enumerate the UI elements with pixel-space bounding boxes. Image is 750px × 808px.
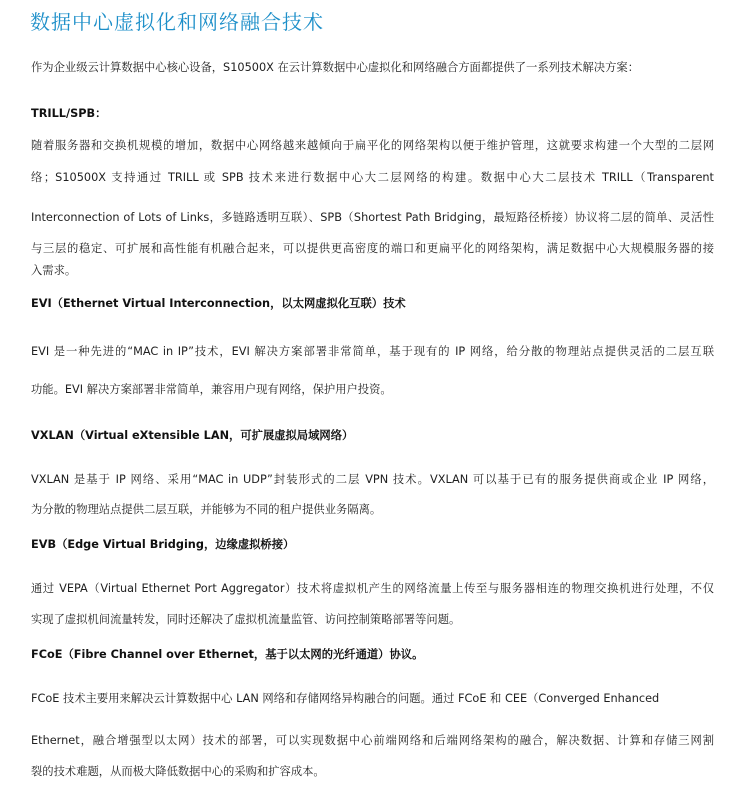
intro-paragraph: 作为企业级云计算数据中心核心设备，S10500X 在云计算数据中心虚拟化和网络融合方面都提供了一系列技术解决方案： (31, 61, 639, 74)
paragraph-line: 络；S10500X 支持通过 TRILL 或 SPB 技术来进行数据中心大二层网络的构建。数据中心大二层技术 TRILL（Transparent (31, 171, 714, 184)
section-heading-fcoe: FCoE（Fibre Channel over Ethernet，基于以太网的光纤通道）协议。 (31, 648, 424, 661)
section-heading-trill-spb: TRILL/SPB： (31, 107, 107, 120)
section-heading-evb: EVB（Edge Virtual Bridging，边缘虚拟桥接） (31, 538, 295, 551)
section-heading-vxlan: VXLAN（Virtual eXtensible LAN，可扩展虚拟局域网络） (31, 429, 354, 442)
paragraph-line: 为分散的物理站点提供二层互联，并能够为不同的租户提供业务隔离。 (31, 503, 382, 516)
paragraph-line: FCoE 技术主要用来解决云计算数据中心 LAN 网络和存储网络异构融合的问题。通过 FCoE 和 CEE（Converged Enhanced (31, 692, 660, 705)
paragraph-line: 入需求。 (31, 264, 77, 277)
page-title: 数据中心虚拟化和网络融合技术 (30, 10, 324, 34)
paragraph-line: 通过 VEPA（Virtual Ethernet Port Aggregator）技术将虚拟机产生的网络流量上传至与服务器相连的物理交换机进行处理，不仅 (31, 582, 714, 595)
paragraph-line: 与三层的稳定、可扩展和高性能有机融合起来，可以提供更高密度的端口和更扁平化的网络架构，满足数据中心大规模服务器的接 (31, 242, 714, 255)
paragraph-line: 随着服务器和交换机规模的增加，数据中心网络越来越倾向于扁平化的网络架构以便于维护管理，这就要求构建一个大型的二层网 (31, 139, 714, 152)
section-heading-evi: EVI（Ethernet Virtual Interconnection，以太网虚拟化互联）技术 (31, 297, 406, 310)
paragraph-line: VXLAN 是基于 IP 网络、采用“MAC in UDP”封装形式的二层 VPN 技术。VXLAN 可以基于已有的服务提供商或企业 IP 网络， (31, 473, 714, 486)
paragraph-line: 实现了虚拟机间流量转发，同时还解决了虚拟机流量监管、访问控制策略部署等问题。 (31, 613, 461, 626)
paragraph-line: 裂的技术难题，从而极大降低数据中心的采购和扩容成本。 (31, 765, 325, 778)
paragraph-line: EVI 是一种先进的“MAC in IP”技术，EVI 解决方案部署非常简单，基于现有的 IP 网络，给分散的物理站点提供灵活的二层互联 (31, 345, 714, 358)
paragraph-line: Interconnection of Lots of Links，多链路透明互联）、SPB（Shortest Path Bridging，最短路径桥接）协议将二层的简单、灵活性 (31, 211, 714, 224)
paragraph-line: Ethernet，融合增强型以太网）技术的部署，可以实现数据中心前端网络和后端网络架构的融合，解决数据、计算和存储三网割 (31, 734, 714, 747)
paragraph-line: 功能。EVI 解决方案部署非常简单，兼容用户现有网络，保护用户投资。 (31, 383, 392, 396)
